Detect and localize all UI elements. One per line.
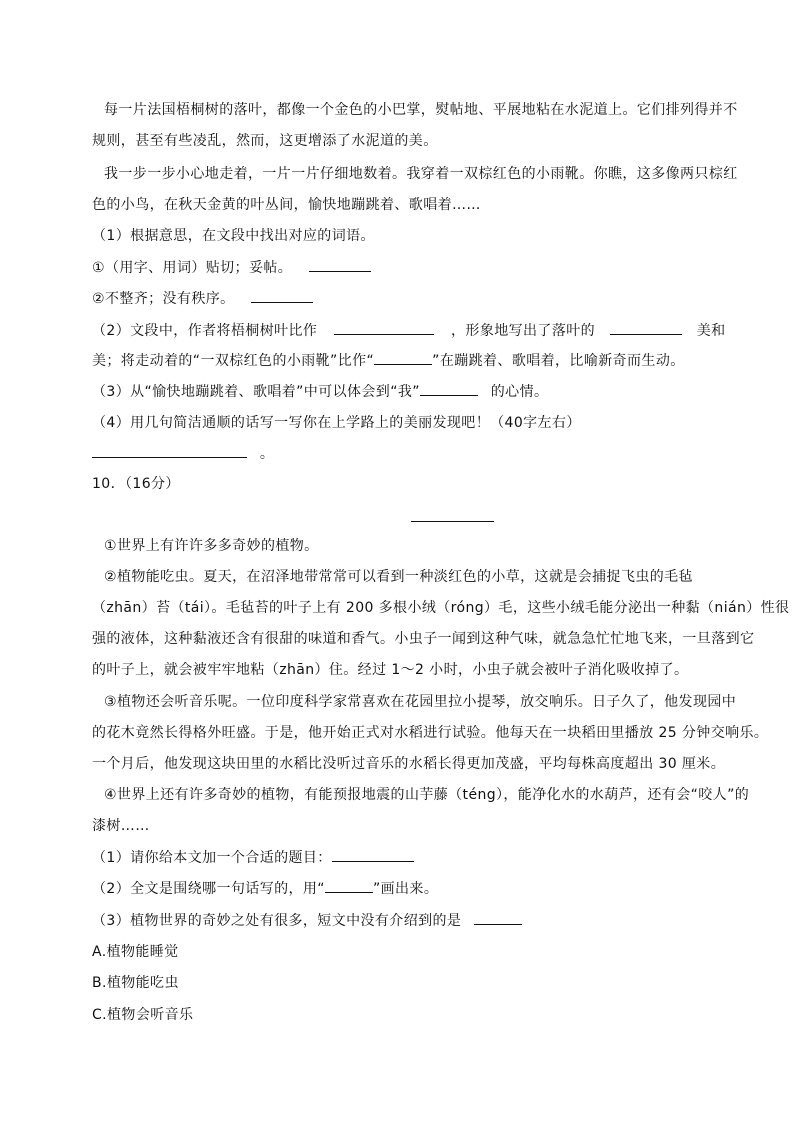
title-blank[interactable]: [411, 520, 494, 522]
question-text: （3）植物世界的奇妙之处有很多，短文中没有介绍到的是: [92, 913, 462, 929]
question-text: （1）请你给本文加一个合适的题目：: [92, 850, 332, 866]
question-item: [92, 288, 313, 309]
question-text: （1）根据意思，在文段中找出对应的词语。: [92, 228, 375, 244]
passage-line: 我一步一步小心地走着，一片一片仔细地数着。我穿着一双棕红色的小雨靴。你瞧，这多像两只棕红: [104, 166, 738, 182]
question-item: [92, 320, 726, 341]
passage-line: 漆树……: [92, 818, 150, 834]
answer-blank[interactable]: [420, 381, 478, 396]
passage-line: （zhān）苔（tái）。毛毡苔的叶子上有 200 多根小绒（róng）毛，这些小绒毛能分泌出一种黏（nián）性很: [92, 600, 790, 616]
question-text: 美；将走动着的“一双棕红色的小雨靴”比作“: [92, 353, 375, 369]
question-item: [92, 847, 414, 868]
question-item: [92, 910, 522, 931]
question-text: 的心情。: [490, 384, 549, 400]
passage-line: 的叶子上，就会被牢牢地粘（zhān）住。经过 1～2 小时，小虫子就会被叶子消化吸收掉了。: [92, 662, 689, 678]
option-b[interactable]: B.植物能吃虫: [92, 975, 179, 991]
passage-line: 规则，甚至有些凌乱，然而，这更增添了水泥道的美。: [92, 133, 438, 149]
option-a[interactable]: A.植物能睡觉: [92, 944, 179, 960]
passage-line: 色的小鸟，在秋天金黄的叶丛间，愉快地蹦跳着、歌唱着……: [92, 197, 481, 213]
question-header: 10．（16分）: [92, 476, 180, 492]
passage-line: 每一片法国梧桐树的落叶，都像一个金色的小巴掌，熨帖地、平展地粘在水泥道上。它们排列得并不: [104, 102, 738, 118]
answer-blank[interactable]: [332, 847, 414, 862]
passage-line: 的花木竟然长得格外旺盛。于是，他开始正式对水稻进行试验。他每天在一块稻田里播放 25 分钟交响乐。: [92, 725, 769, 741]
question-text: ”在蹦跳着、歌唱着，比喻新奇而生动。: [432, 353, 685, 369]
passage-line: ④世界上还有许多奇妙的植物，有能预报地震的山芋藤（téng），能净化水的水葫芦，还有会“咬人”的: [104, 787, 750, 803]
answer-blank[interactable]: [325, 878, 373, 893]
question-text: ②不整齐；没有秩序。: [92, 291, 235, 307]
answer-blank[interactable]: [474, 910, 522, 925]
question-text: ”画出来。: [372, 881, 439, 897]
question-item: [92, 381, 548, 402]
question-text: （3）从“愉快地蹦跳着、歌唱着”中可以体会到“我”: [92, 384, 420, 400]
question-item: [92, 257, 371, 278]
answer-blank[interactable]: [309, 257, 371, 272]
passage-line: ③植物还会听音乐呢。一位印度科学家常喜欢在花园里拉小提琴，放交响乐。日子久了，他发现园中: [104, 694, 737, 710]
question-item: [92, 443, 274, 464]
answer-blank[interactable]: [334, 320, 434, 335]
answer-blank[interactable]: [374, 350, 432, 365]
question-text: 。: [259, 446, 275, 462]
question-item: [92, 878, 438, 899]
answer-blank[interactable]: [92, 443, 247, 458]
passage-line: 强的液体，这种黏液还含有很甜的味道和香气。小虫子一闻到这种气味，就急急忙忙地飞来，一旦落到它: [92, 631, 755, 647]
question-text: 美和: [696, 323, 726, 339]
question-text: （2）全文是围绕哪一句话写的，用“: [92, 881, 325, 897]
question-text: （4）用几句简洁通顺的话写一写你在上学路上的美丽发现吧！（40字左右）: [92, 415, 581, 431]
passage-line: ①世界上有许许多多奇妙的植物。: [104, 538, 319, 554]
answer-blank[interactable]: [610, 320, 682, 335]
passage-line: ②植物能吃虫。夏天，在沼泽地带常常可以看到一种淡红色的小草，这就是会捕捉飞虫的毛毡: [104, 569, 693, 585]
option-c[interactable]: C.植物会听音乐: [92, 1007, 194, 1023]
question-text: （2）文段中，作者将梧桐树叶比作: [92, 323, 318, 339]
answer-blank[interactable]: [251, 288, 313, 303]
question-text: ，形象地写出了落叶的: [451, 323, 596, 339]
question-item: [92, 350, 685, 371]
passage-line: 一个月后，他发现这块田里的水稻比没听过音乐的水稻长得更加茂盛，平均每株高度超出 30 厘米。: [92, 756, 726, 772]
question-text: ①（用字、用词）贴切；妥帖。: [92, 260, 293, 276]
